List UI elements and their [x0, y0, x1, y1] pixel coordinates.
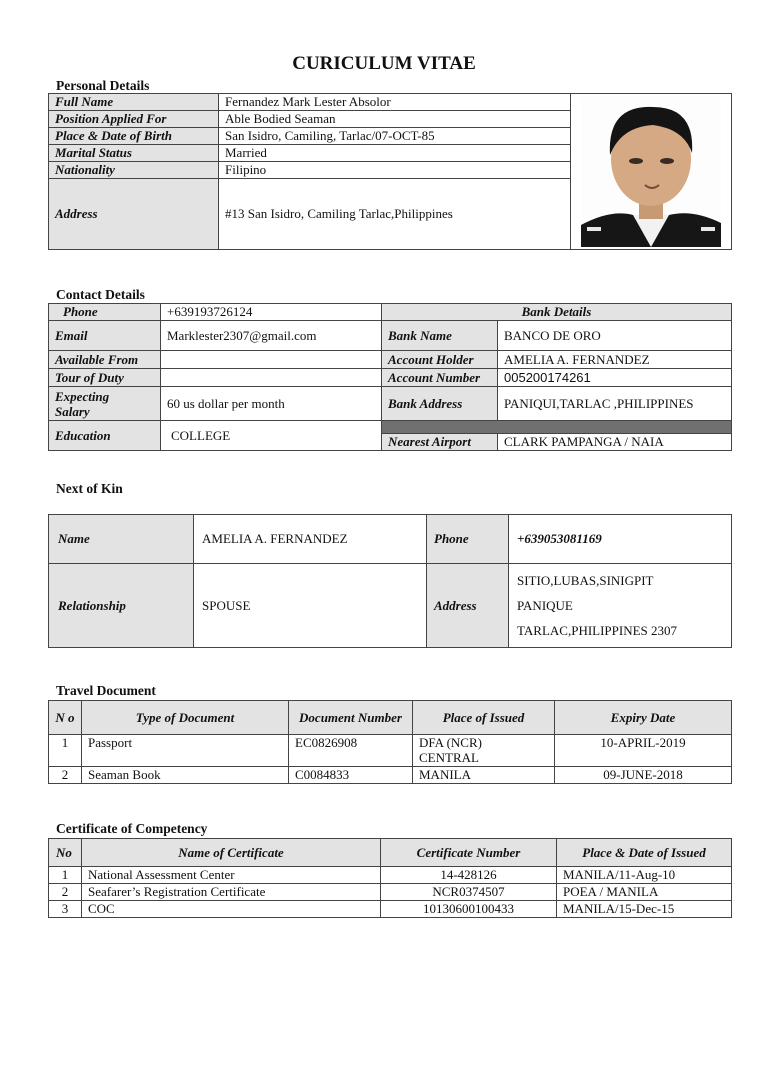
col-header-cert-number: Certificate Number — [381, 839, 557, 867]
applicant-photo — [581, 97, 721, 247]
kin-address-value — [509, 564, 732, 648]
available-from-label: Available From — [49, 351, 161, 369]
competency-table — [48, 838, 732, 918]
col-header-type: Type of Document — [82, 701, 289, 735]
kin-address-line-3: TARLAC,PHILIPPINES 2307 — [517, 623, 678, 638]
kin-address-line-1: SITIO,LUBAS,SINIGPIT — [517, 573, 654, 588]
full-name-value: Fernandez Mark Lester Absolor — [219, 94, 571, 111]
col-header-no: No — [49, 839, 82, 867]
travel-row-place: DFA (NCR) CENTRAL — [413, 735, 555, 767]
dark-separator — [382, 421, 732, 434]
table-row — [49, 867, 732, 884]
table-row — [49, 387, 732, 421]
col-header-no: N o — [49, 701, 82, 735]
kin-address-label: Address — [427, 564, 509, 648]
personal-details-table — [48, 93, 732, 250]
travel-row-place: MANILA — [413, 767, 555, 784]
phone-value: +639193726124 — [161, 304, 382, 321]
marital-label: Marital Status — [49, 145, 219, 162]
expecting-salary-label-line-2: Salary — [55, 403, 90, 419]
competency-heading: Certificate of Competency — [56, 821, 208, 836]
tour-of-duty-value — [161, 369, 382, 387]
page-title: CURICULUM VITAE — [292, 53, 476, 74]
table-row — [49, 421, 732, 434]
table-row — [49, 321, 732, 351]
kin-relationship-label: Relationship — [49, 564, 194, 648]
travel-row-type: Passport — [82, 735, 289, 767]
birth-value: San Isidro, Camiling, Tarlac/07-OCT-85 — [219, 128, 571, 145]
next-of-kin-table — [48, 514, 732, 648]
table-row — [49, 735, 732, 767]
account-holder-label: Account Holder — [382, 351, 498, 369]
nationality-value: Filipino — [219, 162, 571, 179]
cert-row-no: 1 — [49, 867, 82, 884]
bank-details-header: Bank Details — [382, 304, 732, 321]
email-label: Email — [49, 321, 161, 351]
table-row — [49, 767, 732, 784]
expecting-salary-label-line-1: Expecting — [55, 388, 110, 404]
cert-row-place: MANILA/15-Dec-15 — [557, 901, 732, 918]
kin-phone-label: Phone — [427, 515, 509, 564]
position-value: Able Bodied Seaman — [219, 111, 571, 128]
table-row — [49, 304, 732, 321]
birth-label: Place & Date of Birth — [49, 128, 219, 145]
kin-relationship-value: SPOUSE — [194, 564, 427, 648]
bank-address-value: PANIQUI,TARLAC ,PHILIPPINES — [498, 387, 732, 421]
travel-row-expiry: 09-JUNE-2018 — [555, 767, 732, 784]
bank-address-label: Bank Address — [382, 387, 498, 421]
education-value: COLLEGE — [161, 421, 382, 451]
travel-document-heading: Travel Document — [56, 683, 156, 698]
account-number-value: 005200174261 — [498, 369, 732, 387]
cert-row-name: COC — [82, 901, 381, 918]
travel-row-expiry: 10-APRIL-2019 — [555, 735, 732, 767]
personal-details-heading: Personal Details — [56, 78, 150, 93]
col-header-certificate: Name of Certificate — [82, 839, 381, 867]
email-value: Marklester2307@gmail.com — [161, 321, 382, 351]
travel-document-table — [48, 700, 732, 784]
table-row — [49, 94, 732, 111]
cert-row-no: 2 — [49, 884, 82, 901]
address-label: Address — [49, 179, 219, 250]
expecting-salary-value: 60 us dollar per month — [161, 387, 382, 421]
cert-row-name: Seafarer’s Registration Certificate — [82, 884, 381, 901]
travel-row-number: EC0826908 — [289, 735, 413, 767]
position-label: Position Applied For — [49, 111, 219, 128]
education-label: Education — [49, 421, 161, 451]
full-name-label: Full Name — [49, 94, 219, 111]
travel-row-type: Seaman Book — [82, 767, 289, 784]
kin-name-label: Name — [49, 515, 194, 564]
kin-phone-value: +639053081169 — [509, 515, 732, 564]
cert-row-name: National Assessment Center — [82, 867, 381, 884]
bank-name-label: Bank Name — [382, 321, 498, 351]
cert-row-number: 10130600100433 — [381, 901, 557, 918]
kin-name-value: AMELIA A. FERNANDEZ — [194, 515, 427, 564]
table-row — [49, 369, 732, 387]
address-value: #13 San Isidro, Camiling Tarlac,Philippines — [219, 179, 571, 250]
col-header-place-date: Place & Date of Issued — [557, 839, 732, 867]
travel-row-no: 1 — [49, 735, 82, 767]
account-holder-value: AMELIA A. FERNANDEZ — [498, 351, 732, 369]
cert-row-number: 14-428126 — [381, 867, 557, 884]
contact-details-heading: Contact Details — [56, 287, 145, 302]
nationality-label: Nationality — [49, 162, 219, 179]
contact-details-table — [48, 303, 732, 451]
table-header-row — [49, 839, 732, 867]
table-row — [49, 884, 732, 901]
next-of-kin-heading: Next of Kin — [56, 481, 123, 496]
table-row — [49, 564, 732, 648]
expecting-salary-label — [49, 387, 161, 421]
marital-value: Married — [219, 145, 571, 162]
table-row — [49, 901, 732, 918]
col-header-doc-number: Document Number — [289, 701, 413, 735]
table-row — [49, 351, 732, 369]
travel-row-number: C0084833 — [289, 767, 413, 784]
table-header-row — [49, 701, 732, 735]
cert-row-place: MANILA/11-Aug-10 — [557, 867, 732, 884]
cert-row-number: NCR0374507 — [381, 884, 557, 901]
nearest-airport-value: CLARK PAMPANGA / NAIA — [498, 434, 732, 451]
cert-row-no: 3 — [49, 901, 82, 918]
available-from-value — [161, 351, 382, 369]
nearest-airport-label: Nearest Airport — [382, 434, 498, 451]
travel-row-no: 2 — [49, 767, 82, 784]
tour-of-duty-label: Tour of Duty — [49, 369, 161, 387]
bank-name-value: BANCO DE ORO — [498, 321, 732, 351]
photo-cell — [571, 94, 732, 250]
col-header-expiry: Expiry Date — [555, 701, 732, 735]
phone-label: Phone — [49, 304, 161, 321]
cert-row-place: POEA / MANILA — [557, 884, 732, 901]
kin-address-line-2: PANIQUE — [517, 598, 573, 613]
col-header-place: Place of Issued — [413, 701, 555, 735]
account-number-label: Account Number — [382, 369, 498, 387]
table-row — [49, 515, 732, 564]
